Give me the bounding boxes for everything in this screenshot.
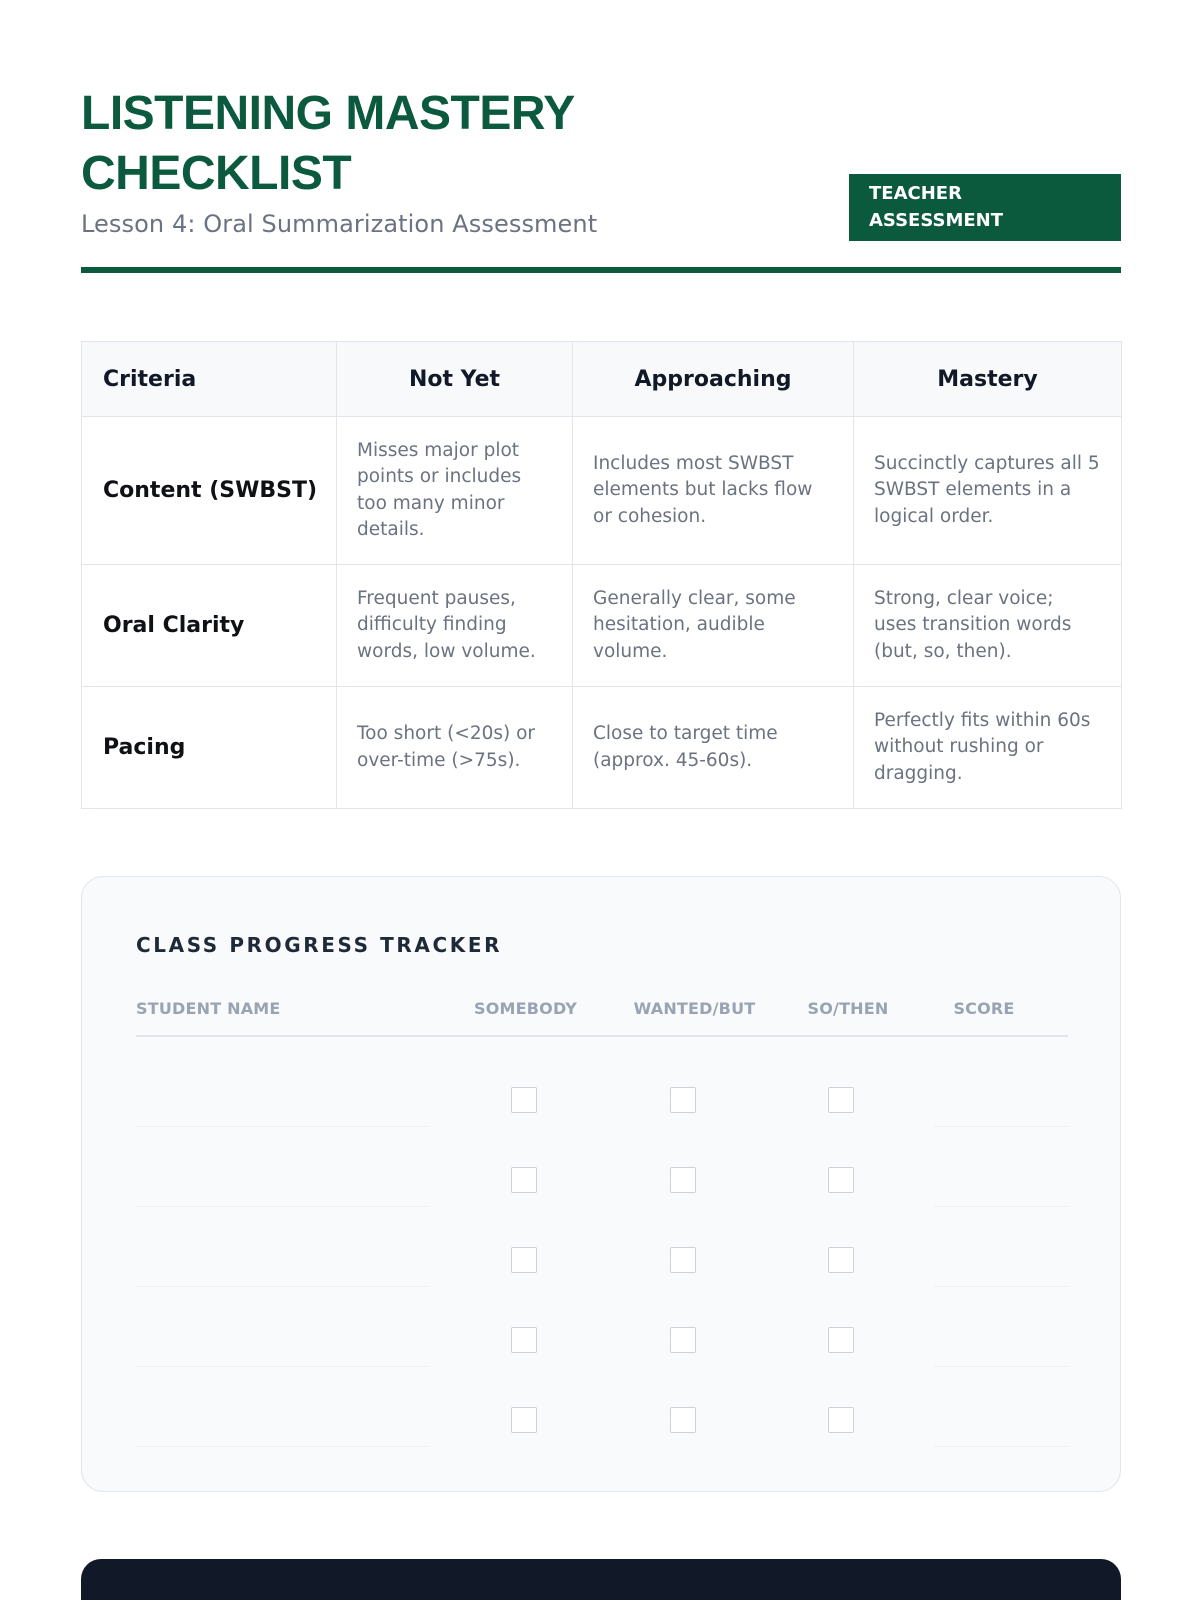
so-then-checkbox[interactable] xyxy=(828,1327,854,1353)
document-header xyxy=(81,84,1121,274)
rubric-col-not-yet: Not Yet xyxy=(337,342,573,417)
somebody-checkbox[interactable] xyxy=(511,1247,537,1273)
page-title: LISTENING MASTERY CHECKLIST xyxy=(81,87,574,200)
approaching-desc: Generally clear, some hesitation, audible volume. xyxy=(573,565,854,687)
page-subtitle: Lesson 4: Oral Summarization Assessment xyxy=(81,210,598,238)
criteria-label: Oral Clarity xyxy=(82,565,337,687)
assessment-badge: TEACHER ASSESSMENT xyxy=(849,174,1121,241)
rubric-row-content xyxy=(82,417,1122,565)
wanted-but-checkbox[interactable] xyxy=(670,1327,696,1353)
so-then-checkbox[interactable] xyxy=(828,1167,854,1193)
mastery-desc: Strong, clear voice; uses transition words (but, so, then). xyxy=(854,565,1122,687)
so-then-checkbox[interactable] xyxy=(828,1087,854,1113)
wanted-but-checkbox[interactable] xyxy=(670,1167,696,1193)
tracker-row xyxy=(82,1207,1122,1287)
criteria-label: Content (SWBST) xyxy=(82,417,337,565)
header-divider xyxy=(81,267,1121,273)
col-student-name: STUDENT NAME xyxy=(136,999,281,1018)
wanted-but-checkbox[interactable] xyxy=(670,1087,696,1113)
somebody-checkbox[interactable] xyxy=(511,1327,537,1353)
so-then-checkbox[interactable] xyxy=(828,1407,854,1433)
tracker-row xyxy=(82,1047,1122,1127)
col-somebody: SOMEBODY xyxy=(474,999,578,1018)
somebody-checkbox[interactable] xyxy=(511,1167,537,1193)
col-score: SCORE xyxy=(953,999,1015,1018)
wanted-but-checkbox[interactable] xyxy=(670,1407,696,1433)
not-yet-desc: Frequent pauses, difficulty finding words, low volume. xyxy=(337,565,573,687)
not-yet-desc: Too short (<20s) or over-time (>75s). xyxy=(337,687,573,809)
tracker-header-divider xyxy=(136,1035,1068,1037)
rubric-table xyxy=(81,341,1122,809)
rubric-row-pacing xyxy=(82,687,1122,809)
rubric-header-row xyxy=(82,342,1122,417)
col-wanted-but: WANTED/BUT xyxy=(633,999,756,1018)
student-name-field[interactable] xyxy=(136,1446,428,1447)
somebody-checkbox[interactable] xyxy=(511,1087,537,1113)
rubric-col-approaching: Approaching xyxy=(573,342,854,417)
score-field[interactable] xyxy=(934,1446,1068,1447)
tracker-row xyxy=(82,1367,1122,1447)
mastery-desc: Perfectly fits within 60s without rushing or dragging. xyxy=(854,687,1122,809)
tracker-row xyxy=(82,1127,1122,1207)
rubric-col-mastery: Mastery xyxy=(854,342,1122,417)
class-progress-tracker xyxy=(81,876,1121,1492)
tracker-row xyxy=(82,1287,1122,1367)
tracker-title: CLASS PROGRESS TRACKER xyxy=(136,933,503,957)
mastery-desc: Succinctly captures all 5 SWBST elements in a logical order. xyxy=(854,417,1122,565)
approaching-desc: Close to target time (approx. 45-60s). xyxy=(573,687,854,809)
rubric-col-criteria: Criteria xyxy=(82,342,337,417)
somebody-checkbox[interactable] xyxy=(511,1407,537,1433)
approaching-desc: Includes most SWBST elements but lacks flow or cohesion. xyxy=(573,417,854,565)
criteria-label: Pacing xyxy=(82,687,337,809)
so-then-checkbox[interactable] xyxy=(828,1247,854,1273)
wanted-but-checkbox[interactable] xyxy=(670,1247,696,1273)
footer-bar xyxy=(81,1559,1121,1600)
not-yet-desc: Misses major plot points or includes too many minor details. xyxy=(337,417,573,565)
rubric-row-oral-clarity xyxy=(82,565,1122,687)
col-so-then: SO/THEN xyxy=(807,999,889,1018)
